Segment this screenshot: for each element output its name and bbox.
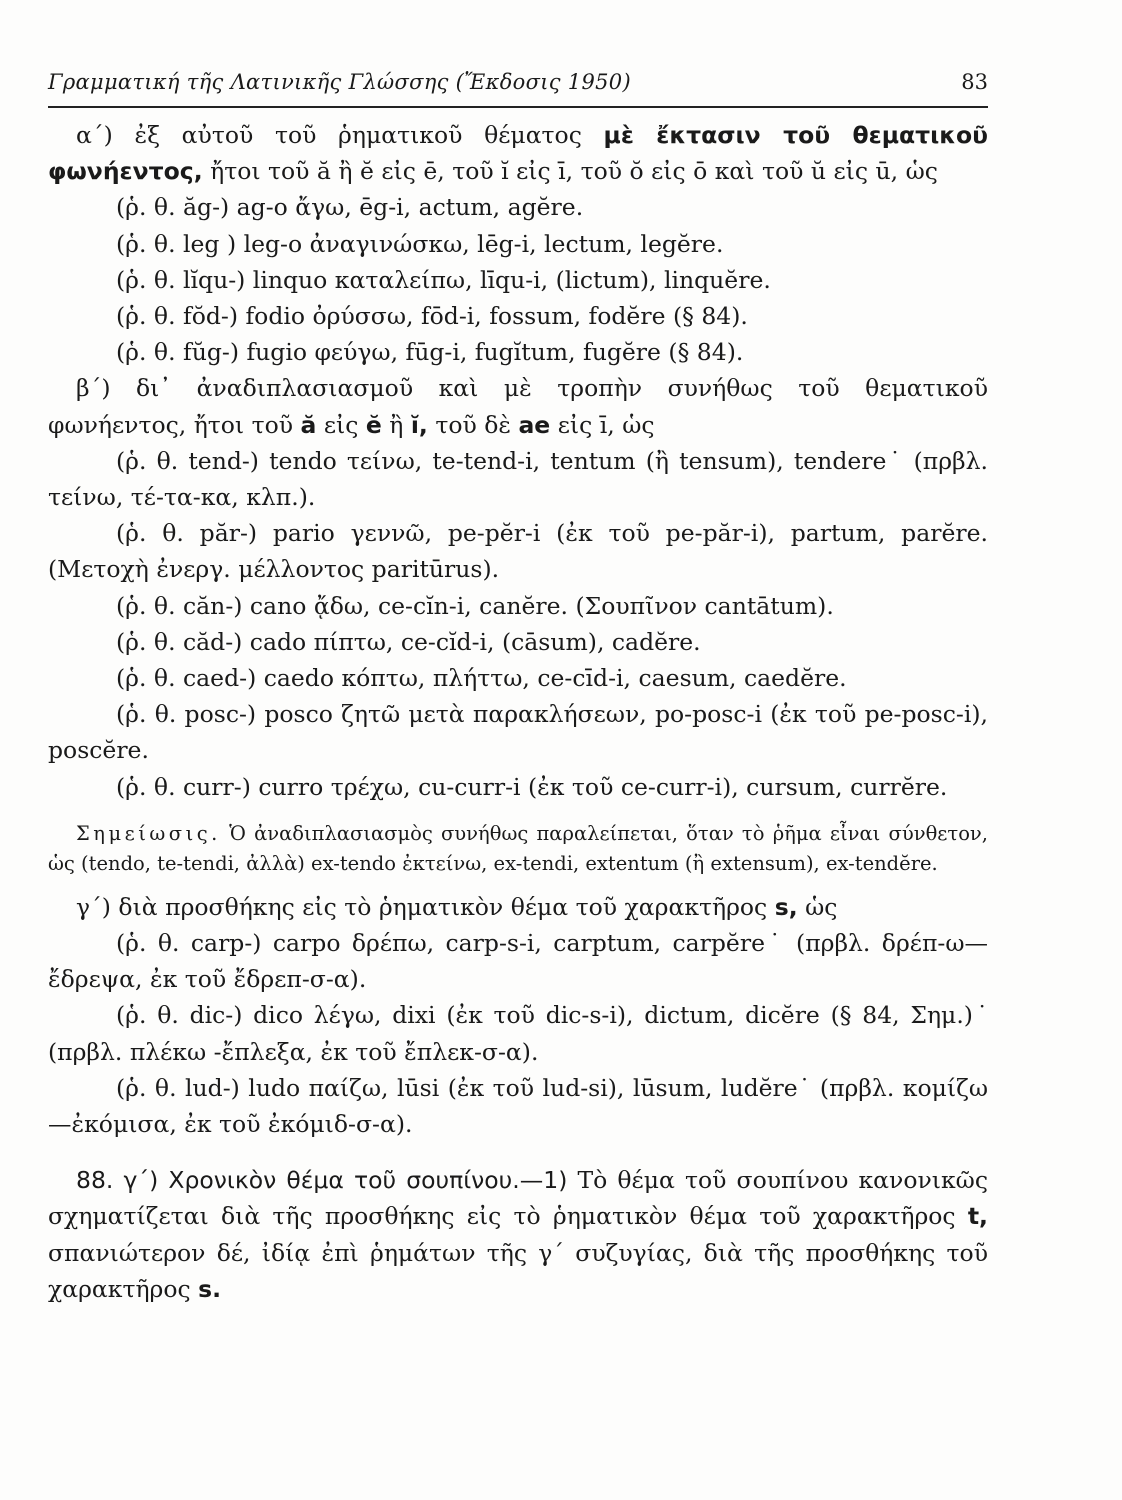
example-b-7: (ῥ. θ. curr-) curro τρέχω, cu-curr-i (ἐκ τοῦ ce-curr-i), cursum, currĕre. <box>116 772 948 801</box>
section-b-bold-2: ĕ <box>365 410 382 439</box>
example-b-2: (ῥ. θ. păr-) pario γεννῶ, pe-pĕr-i (ἐκ τοῦ pe-păr-i), partum, parĕre. (Μετοχὴ ἐνεργ. μέλλοντος paritūrus). <box>48 519 988 584</box>
example-a-5: (ῥ. θ. fŭg-) fugio φεύγω, fūg-i, fugĭtum, fugĕre (§ 84). <box>116 338 744 367</box>
example-b-5: (ῥ. θ. caed-) caedo κόπτω, πλήττω, ce-cīd-i, caesum, caedĕre. <box>116 664 847 693</box>
section-c-bold: s, <box>774 892 798 921</box>
page-body <box>48 117 988 1307</box>
example-b-1: (ῥ. θ. tend-) tendo τείνω, te-tend-i, tentum (ἢ tensum), tendere˙ (πρβλ. τείνω, τέ-τα-κα, κλπ.). <box>48 446 988 512</box>
section-b-bold-1: ă <box>300 410 317 439</box>
page-number: 83 <box>961 70 988 94</box>
note-lead: Σημείωσις. <box>76 821 221 845</box>
section-b-text-2: εἰς <box>316 410 366 439</box>
example-a-1: (ῥ. θ. ăg-) ag-o ἄγω, ēg-i, actum, agĕre. <box>116 193 584 222</box>
section-a-text-2: ἤτοι τοῦ ă ἢ ĕ εἰς ē, τοῦ ĭ εἰς ī, τοῦ ŏ εἰς ō καὶ τοῦ ŭ εἰς ū, ὡς <box>202 157 938 186</box>
spacer <box>48 879 988 889</box>
example-c-3: (ῥ. θ. lud-) ludo παίζω, lūsi (ἐκ τοῦ lud-si), lūsum, ludĕre˙ (πρβλ. κομίζω—ἐκόμισα, ἐκ τοῦ ἐκόμιδ-σ-α). <box>48 1073 988 1139</box>
section-b-text-5: εἰς ī, ὡς <box>550 410 655 439</box>
note-paragraph <box>48 819 988 879</box>
section-a-text-1: α΄) ἐξ αὐτοῦ τοῦ ῥηματικοῦ θέματος <box>76 121 604 149</box>
section-b-text-3: ἢ <box>381 410 411 439</box>
section-c-text-1: γ΄) διὰ προσθήκης εἰς τὸ ῥηματικὸν θέμα τοῦ χαρακτῆρος <box>76 892 775 921</box>
example-a-4: (ῥ. θ. fŏd-) fodio ὀρύσσω, fōd-i, fossum, fodĕre (§ 84). <box>116 302 748 331</box>
section-a-intro <box>48 117 988 189</box>
example-a-2: (ῥ. θ. leg ) leg-o ἀναγινώσκω, lēg-i, lectum, legĕre. <box>116 229 724 258</box>
example-b-4: (ῥ. θ. căd-) cado πίπτω, ce-cĭd-i, (cāsum), cadĕre. <box>116 627 701 656</box>
section-b-bold-3: ĭ, <box>410 410 428 439</box>
section-b-text-4: τοῦ δὲ <box>427 410 519 439</box>
example-b-6: (ῥ. θ. posc-) posco ζητῶ μετὰ παρακλήσεων, po-posc-i (ἐκ τοῦ pe-posc-i), poscĕre. <box>48 700 988 765</box>
section-b-intro <box>48 370 988 442</box>
section-88-paragraph <box>48 1162 988 1307</box>
section-c-text-2: ὡς <box>797 892 838 921</box>
note-text: Ὁ ἀναδιπλασιασμὸς συνήθως παραλείπεται, ὅταν τὸ ῥῆμα εἶναι σύνθετον, ὡς (tendo, te-tendi, ἀλλὰ) ex-tendo ἐκτείνω, ex-tendi, extentum (ἢ extensum), ex-tendĕre. <box>48 821 988 875</box>
example-a-3: (ῥ. θ. lĭqu-) linquo καταλείπω, līqu-i, (lictum), linquĕre. <box>116 265 771 294</box>
section-88-bold-s: s. <box>198 1274 222 1303</box>
section-a-bold: μὲ ἔκτασιν τοῦ θεματικοῦ φωνήεντος, <box>48 121 988 186</box>
section-88-bold-t: t, <box>967 1202 988 1231</box>
header-title: Γραμματική τῆς Λατινικῆς Γλώσσης (Ἔκδοσις 1950) <box>48 70 631 94</box>
running-header <box>48 62 988 108</box>
example-c-1: (ῥ. θ. carp-) carpo δρέπω, carp-s-i, carptum, carpĕre˙ (πρβλ. δρέπ-ω—ἔδρεψα, ἐκ τοῦ ἔδρεπ-σ-α). <box>48 929 988 994</box>
section-88-text-1: Τὸ θέμα τοῦ σουπίνου κανονικῶς σχηματίζεται διὰ τῆς προσθήκης εἰς τὸ ῥηματικὸν θέμα τοῦ χαρακτῆρος <box>48 1166 988 1231</box>
section-88-heading: 88. γ΄) Χρονικὸν θέμα τοῦ σουπίνου.—1) <box>76 1166 568 1195</box>
section-b-text-1: β΄) δι᾽ ἀναδιπλασιασμοῦ καὶ μὲ τροπὴν συνήθως τοῦ θεματικοῦ φωνήεντος, ἤτοι τοῦ <box>48 374 988 439</box>
section-88-text-2: σπανιώτερον δέ, ἰδίᾳ ἐπὶ ῥημάτων τῆς γ΄ συζυγίας, διὰ τῆς προσθήκης τοῦ χαρακτῆρος <box>48 1238 988 1303</box>
example-b-3: (ῥ. θ. căn-) cano ᾄδω, ce-cĭn-i, canĕre. (Σουπῖνον cantātum). <box>116 591 834 620</box>
section-c-intro <box>48 889 988 925</box>
example-c-2: (ῥ. θ. dic-) dico λέγω, dixi (ἐκ τοῦ dic-s-i), dictum, dicĕre (§ 84, Σημ.)˙ (πρβλ. πλέκω -ἔπλεξα, ἐκ τοῦ ἔπλεκ-σ-α). <box>48 1001 988 1066</box>
section-b-bold-4: ae <box>518 410 551 439</box>
